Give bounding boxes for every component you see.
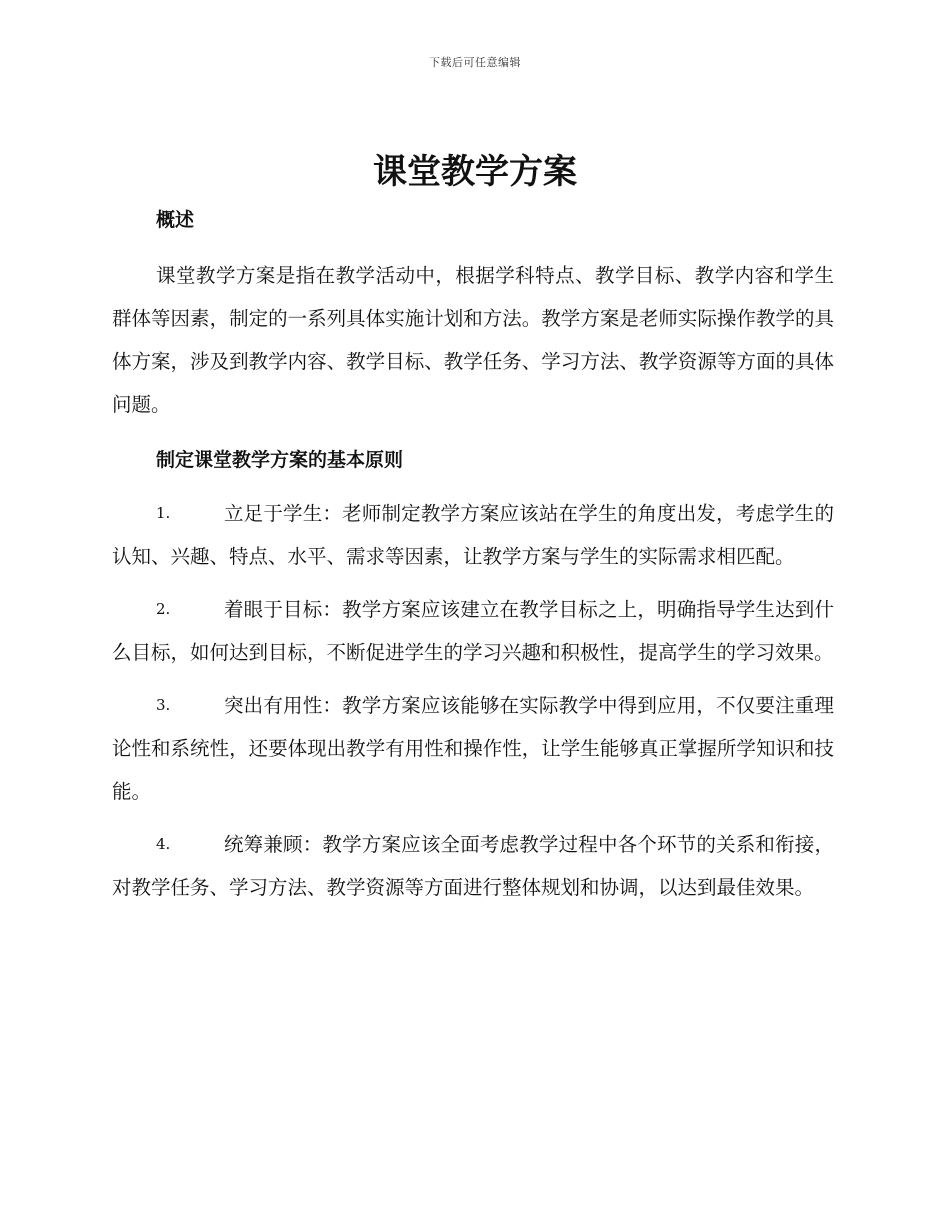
- list-item-number: 1.: [156, 504, 171, 522]
- page-title: 课堂教学方案: [373, 152, 577, 192]
- list-item-number: 2.: [156, 600, 171, 618]
- list-item-text: 突出有用性：教学方案应该能够在实际教学中得到应用，不仅要注重理论性和系统性，还要体现出教学有用性和操作性，让学生能够真正掌握所学知识和技能。: [112, 694, 834, 803]
- overview-paragraph: 课堂教学方案是指在教学活动中，根据学科特点、教学目标、教学内容和学生群体等因素，制定的一系列具体实施计划和方法。教学方案是老师实际操作教学的具体方案，涉及到教学内容、教学目标、教学任务、学习方法、教学资源等方面的具体问题。: [112, 264, 834, 416]
- list-item-text: 着眼于目标：教学方案应该建立在教学目标之上，明确指导学生达到什么目标，如何达到目标，不断促进学生的学习兴趣和积极性，提高学生的学习效果。: [112, 598, 834, 664]
- list-item: [112, 588, 834, 674]
- section-heading-principles: 制定课堂教学方案的基本原则: [156, 449, 404, 471]
- list-item-text: 统筹兼顾：教学方案应该全面考虑教学过程中各个环节的关系和衔接，对教学任务、学习方法、教学资源等方面进行整体规划和协调，以达到最佳效果。: [112, 833, 834, 899]
- principles-list: [112, 492, 834, 909]
- list-item-text: 立足于学生：老师制定教学方案应该站在学生的角度出发，考虑学生的认知、兴趣、特点、水平、需求等因素，让教学方案与学生的实际需求相匹配。: [112, 502, 834, 568]
- list-item: [112, 492, 834, 578]
- list-item: [112, 823, 834, 909]
- section-heading-overview: 概述: [156, 209, 195, 231]
- list-item-number: 4.: [156, 835, 171, 853]
- document-body: [112, 202, 834, 909]
- list-item-number: 3.: [156, 696, 171, 714]
- header-note: 下载后可任意编辑: [429, 56, 521, 69]
- list-item: [112, 684, 834, 813]
